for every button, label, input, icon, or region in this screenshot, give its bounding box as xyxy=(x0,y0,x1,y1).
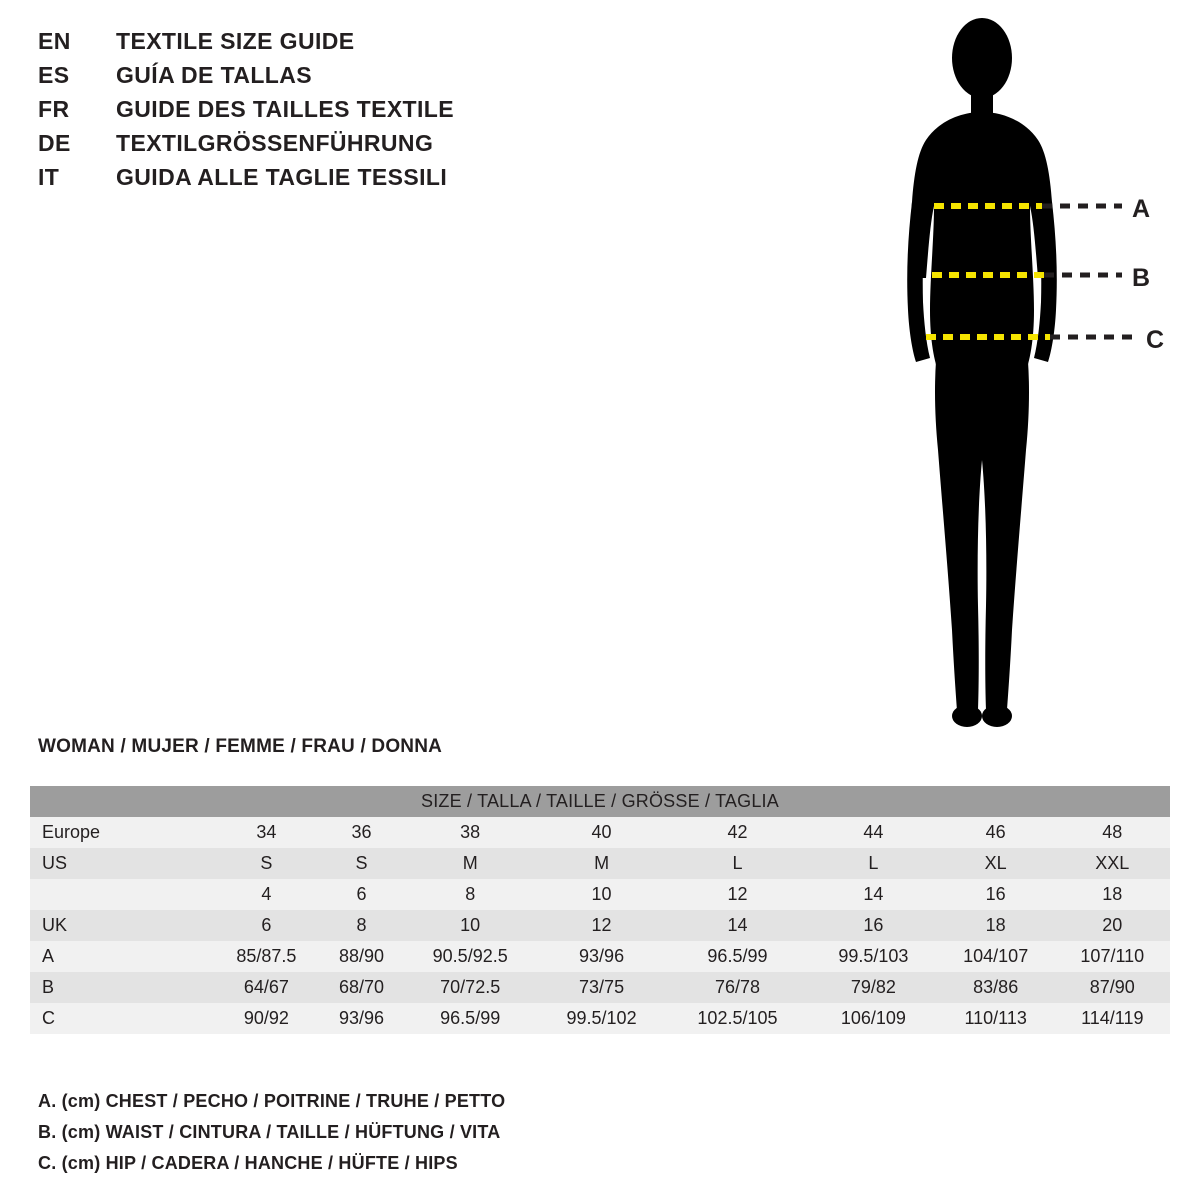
legend-row-b: B. (cm) WAIST / CINTURA / TAILLE / HÜFTUNG / VITA xyxy=(38,1122,501,1142)
cell: 44 xyxy=(863,822,884,842)
cell: 8 xyxy=(356,915,367,935)
cell: 36 xyxy=(351,822,372,842)
language-row xyxy=(38,164,558,198)
language-code: ES xyxy=(38,62,70,88)
cell: 6 xyxy=(356,884,367,904)
language-title: TEXTILE SIZE GUIDE xyxy=(116,28,355,54)
section-label-woman: WOMAN / MUJER / FEMME / FRAU / DONNA xyxy=(38,736,443,757)
cell: 96.5/99 xyxy=(440,1008,501,1028)
cell: 16 xyxy=(985,884,1006,904)
cell: 40 xyxy=(591,822,612,842)
row-label: US xyxy=(42,853,68,873)
language-code: FR xyxy=(38,96,70,122)
legend-row-c: C. (cm) HIP / CADERA / HANCHE / HÜFTE / HIPS xyxy=(38,1153,458,1173)
cell: M xyxy=(462,853,478,873)
table-row xyxy=(30,972,1170,1003)
row-label: B xyxy=(42,977,55,997)
cell: 102.5/105 xyxy=(697,1008,778,1028)
language-code: EN xyxy=(38,28,71,54)
row-label: Europe xyxy=(42,822,101,842)
cell: 38 xyxy=(460,822,481,842)
cell: 107/110 xyxy=(1080,946,1145,966)
cell: 90/92 xyxy=(243,1008,289,1028)
row-label xyxy=(30,879,212,910)
legend-row-a: A. (cm) CHEST / PECHO / POITRINE / TRUHE / PETTO xyxy=(38,1091,506,1111)
cell: 70/72.5 xyxy=(440,977,501,997)
cell: 12 xyxy=(591,915,612,935)
table-row xyxy=(30,879,1170,910)
cell: 99.5/103 xyxy=(838,946,909,966)
cell: 73/75 xyxy=(579,977,625,997)
language-row xyxy=(38,62,558,96)
language-row xyxy=(38,130,558,164)
language-title: GUIDE DES TAILLES TEXTILE xyxy=(116,96,454,122)
cell: 42 xyxy=(727,822,748,842)
cell: L xyxy=(732,853,743,873)
language-title: GUIDA ALLE TAGLIE TESSILI xyxy=(116,164,448,190)
cell: 8 xyxy=(465,884,476,904)
cell: 34 xyxy=(256,822,277,842)
cell: 10 xyxy=(460,915,481,935)
cell: 96.5/99 xyxy=(707,946,768,966)
cell: 10 xyxy=(591,884,612,904)
cell: 79/82 xyxy=(850,977,896,997)
cell: 110/113 xyxy=(964,1008,1027,1028)
language-code: DE xyxy=(38,130,71,156)
row-label: UK xyxy=(42,915,68,935)
cell: 14 xyxy=(727,915,748,935)
cell: 68/70 xyxy=(338,977,384,997)
cell: XL xyxy=(984,853,1007,873)
language-row xyxy=(38,96,558,130)
table-header-label: SIZE / TALLA / TAILLE / GRÖSSE / TAGLIA xyxy=(421,791,779,811)
cell: 18 xyxy=(985,915,1006,935)
cell: 12 xyxy=(727,884,748,904)
row-label: C xyxy=(42,1008,55,1028)
cell: 99.5/102 xyxy=(566,1008,637,1028)
measurement-label-b: B xyxy=(1132,264,1151,292)
cell: 85/87.5 xyxy=(236,946,297,966)
cell: 88/90 xyxy=(338,946,384,966)
table-row xyxy=(30,817,1170,848)
measurement-label-a: A xyxy=(1132,195,1151,223)
cell: 46 xyxy=(985,822,1006,842)
row-label: A xyxy=(42,946,55,966)
cell: 20 xyxy=(1102,915,1123,935)
cell: 90.5/92.5 xyxy=(432,946,508,966)
cell: 93/96 xyxy=(579,946,625,966)
cell: S xyxy=(260,853,273,873)
cell: 18 xyxy=(1102,884,1123,904)
cell: 48 xyxy=(1102,822,1123,842)
cell: 14 xyxy=(863,884,884,904)
female-body-silhouette-icon xyxy=(860,10,1190,750)
cell: XXL xyxy=(1095,853,1130,873)
cell: 104/107 xyxy=(963,946,1029,966)
table-row xyxy=(30,910,1170,941)
cell: 93/96 xyxy=(338,1008,384,1028)
language-title-block xyxy=(38,28,558,198)
cell: S xyxy=(355,853,368,873)
table-row xyxy=(30,1003,1170,1034)
cell: 83/86 xyxy=(973,977,1019,997)
cell: 16 xyxy=(863,915,884,935)
cell: 6 xyxy=(261,915,272,935)
size-table xyxy=(30,786,1170,1034)
table-header-row xyxy=(30,786,1170,817)
cell: 64/67 xyxy=(243,977,289,997)
language-row xyxy=(38,28,558,62)
body-measurement-figure xyxy=(860,10,1190,750)
measurement-legend xyxy=(38,1092,738,1185)
cell: 4 xyxy=(261,884,272,904)
cell: 76/78 xyxy=(714,977,760,997)
cell: 106/109 xyxy=(840,1008,906,1028)
table-row xyxy=(30,941,1170,972)
language-code: IT xyxy=(38,164,60,190)
measurement-label-c: C xyxy=(1146,326,1165,354)
language-title: TEXTILGRÖSSENFÜHRUNG xyxy=(116,130,434,156)
cell: 114/119 xyxy=(1081,1008,1144,1028)
cell: 87/90 xyxy=(1089,977,1135,997)
cell: L xyxy=(868,853,879,873)
table-row xyxy=(30,848,1170,879)
cell: M xyxy=(594,853,610,873)
language-title: GUÍA DE TALLAS xyxy=(116,62,312,88)
